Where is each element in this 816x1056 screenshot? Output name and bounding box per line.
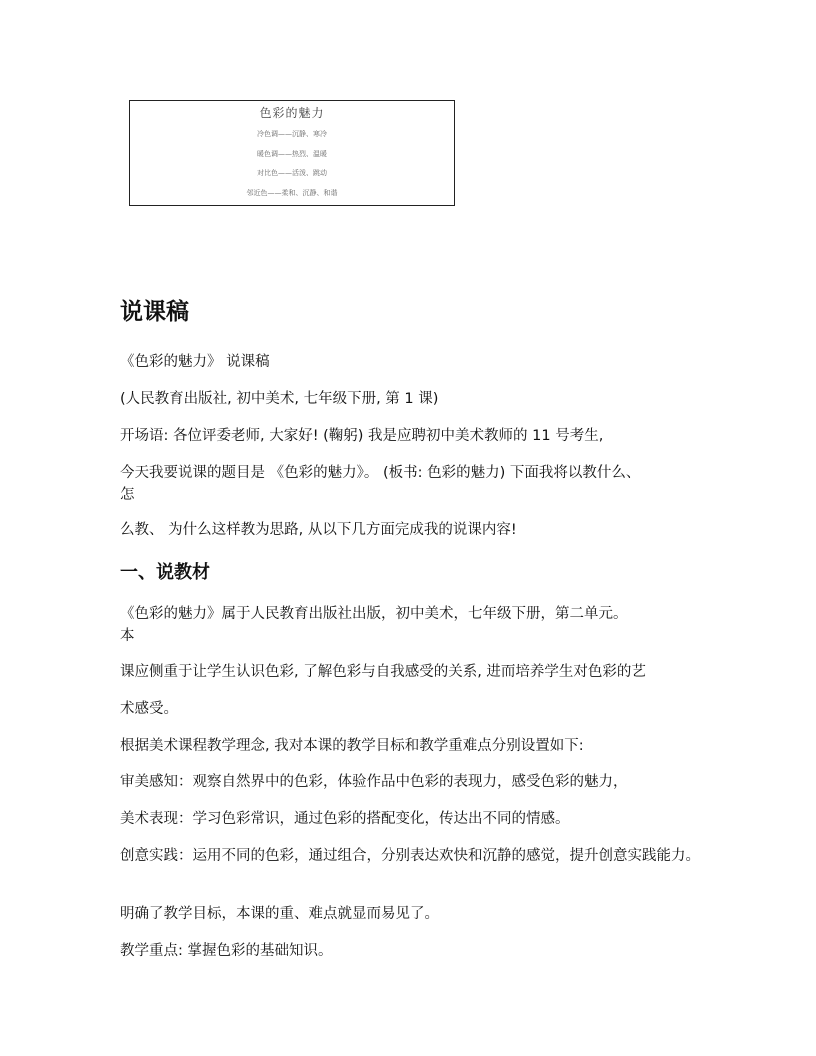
blackboard-image xyxy=(129,100,455,206)
textbook-paragraph: 《色彩的魅力》属于人民教育出版社出版，初中美术，七年级下册，第二单元。 xyxy=(120,606,628,622)
topic-line: 今天我要说课的题目是 《色彩的魅力》。 (板书: 色彩的魅力) 下面我将以教什么、 xyxy=(120,465,641,481)
textbook-paragraph: 根据美术课程教学理念, 我对本课的教学目标和教学重难点分别设置如下: xyxy=(120,738,584,754)
blackboard-line: 邻近色——柔和、沉静、和谐 xyxy=(246,189,338,197)
section-heading-textbook: 一、说教材 xyxy=(120,562,210,583)
textbook-paragraph: 术感受。 xyxy=(120,701,178,717)
opening-line: 开场语: 各位评委老师, 大家好! (鞠躬) 我是应聘初中美术教师的 11 号考生, xyxy=(120,428,604,444)
goal-aesthetic: 审美感知：观察自然界中的色彩，体验作品中色彩的表现力，感受色彩的魅力， xyxy=(120,774,628,790)
lesson-title-line: 《色彩的魅力》 说课稿 xyxy=(120,354,270,370)
textbook-paragraph: 课应侧重于让学生认识色彩, 了解色彩与自我感受的关系, 进而培养学生对色彩的艺 xyxy=(120,664,646,680)
teaching-focus: 教学重点: 掌握色彩的基础知识。 xyxy=(120,943,333,959)
approach-line: 么教、 为什么这样教为思路, 从以下几方面完成我的说课内容! xyxy=(120,522,517,538)
blackboard-line: 冷色调——沉静、寒冷 xyxy=(257,130,327,138)
blackboard-title: 色彩的魅力 xyxy=(259,106,325,120)
textbook-paragraph-wrap: 本 xyxy=(120,628,135,644)
document-title: 说课稿 xyxy=(120,299,189,325)
goal-creative: 创意实践：运用不同的色彩，通过组合，分别表达欢快和沉静的感觉，提升创意实践能力。 xyxy=(120,848,700,864)
goal-expression: 美术表现：学习色彩常识，通过色彩的搭配变化，传达出不同的情感。 xyxy=(120,811,570,827)
textbook-paragraph: 明确了教学目标，本课的重、难点就显而易见了。 xyxy=(120,906,439,922)
publisher-line: (人民教育出版社, 初中美术, 七年级下册, 第 1 课) xyxy=(120,391,439,407)
blackboard-line: 对比色——活泼、跳动 xyxy=(257,169,327,177)
topic-line-wrap: 怎 xyxy=(120,487,135,503)
blackboard-line: 暖色调——热烈、温暖 xyxy=(257,150,327,158)
